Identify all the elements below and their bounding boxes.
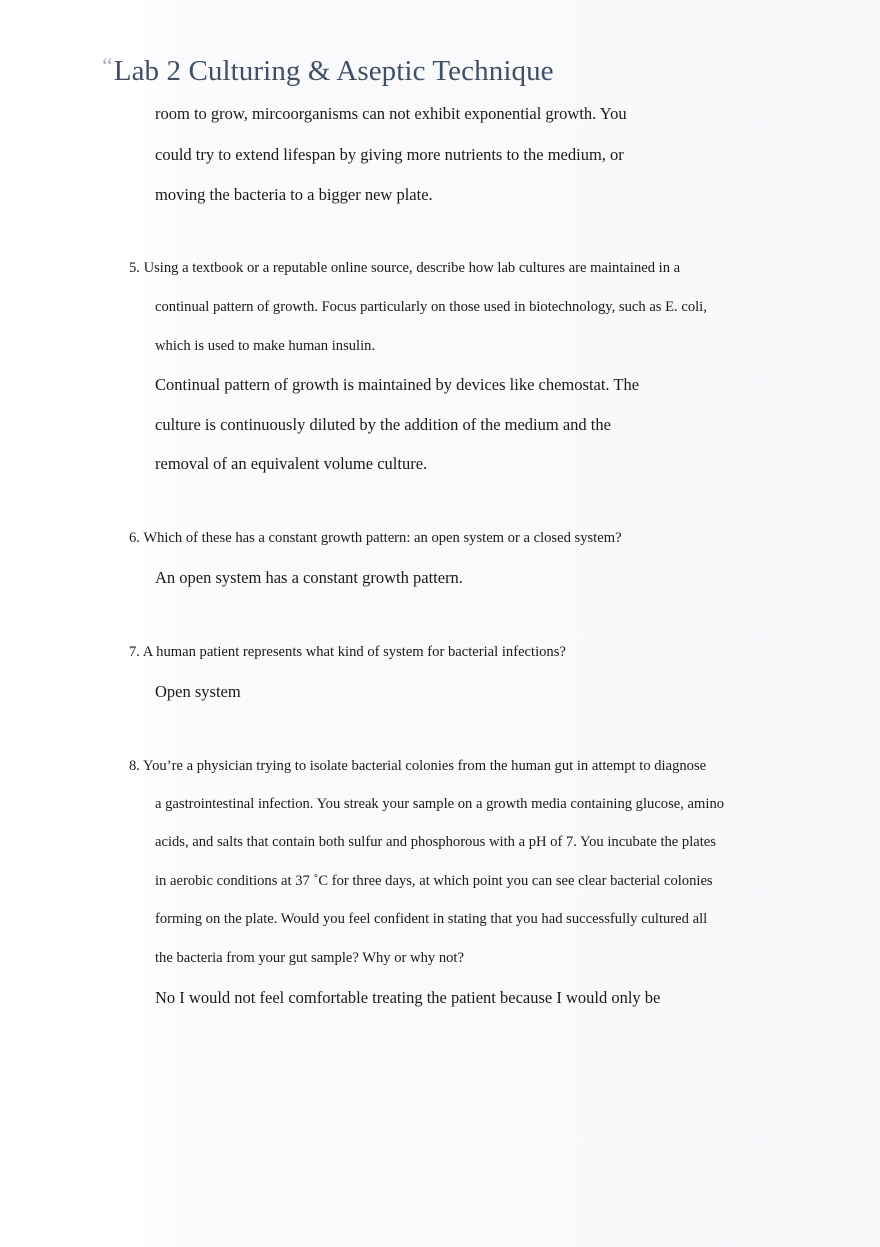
question-8-line-3: acids, and salts that contain both sulfur and phosphorous with a pH of 7. You incubate the plates <box>155 834 716 850</box>
answer-5-line-3: removal of an equivalent volume culture. <box>155 454 428 473</box>
answer-4-line-2: could try to extend lifespan by giving more nutrients to the medium, or <box>155 145 624 164</box>
question-6-line-1: 6. Which of these has a constant growth pattern: an open system or a closed system? <box>129 530 622 546</box>
answer-6-line-1: An open system has a constant growth pattern. <box>155 568 463 587</box>
question-7-line-1: 7. A human patient represents what kind of system for bacterial infections? <box>129 644 566 660</box>
page-header <box>102 54 554 88</box>
answer-8-line-1: No I would not feel comfortable treating the patient because I would only be <box>155 988 661 1007</box>
question-8-line-4: in aerobic conditions at 37 ˚C for three days, at which point you can see clear bacterial colonies <box>155 873 713 889</box>
question-5-line-1: 5. Using a textbook or a reputable online source, describe how lab cultures are maintained in a <box>129 260 681 276</box>
question-5-line-3: which is used to make human insulin. <box>155 338 376 354</box>
question-8-line-5: forming on the plate. Would you feel confident in stating that you had successfully cultured all <box>155 911 708 927</box>
answer-5-line-1: Continual pattern of growth is maintained by devices like chemostat. The <box>155 375 640 394</box>
answer-4-line-3: moving the bacteria to a bigger new plate. <box>155 185 433 204</box>
question-8-line-1: 8. You’re a physician trying to isolate bacterial colonies from the human gut in attempt to diagnose <box>129 758 707 774</box>
question-5-line-2: continual pattern of growth. Focus particularly on those used in biotechnology, such as E. coli, <box>155 299 707 315</box>
header-title: Lab 2 Culturing & Aseptic Technique <box>113 55 554 87</box>
answer-7-line-1: Open system <box>155 682 241 701</box>
question-8-line-2: a gastrointestinal infection. You streak your sample on a growth media containing glucose, amino <box>155 796 725 812</box>
question-8-line-6: the bacteria from your gut sample? Why or why not? <box>155 950 464 966</box>
header-quote-mark: “ <box>102 54 113 80</box>
answer-5-line-2: culture is continuously diluted by the addition of the medium and the <box>155 415 611 434</box>
answer-4-line-1: room to grow, mircoorganisms can not exhibit exponential growth. You <box>155 104 627 123</box>
